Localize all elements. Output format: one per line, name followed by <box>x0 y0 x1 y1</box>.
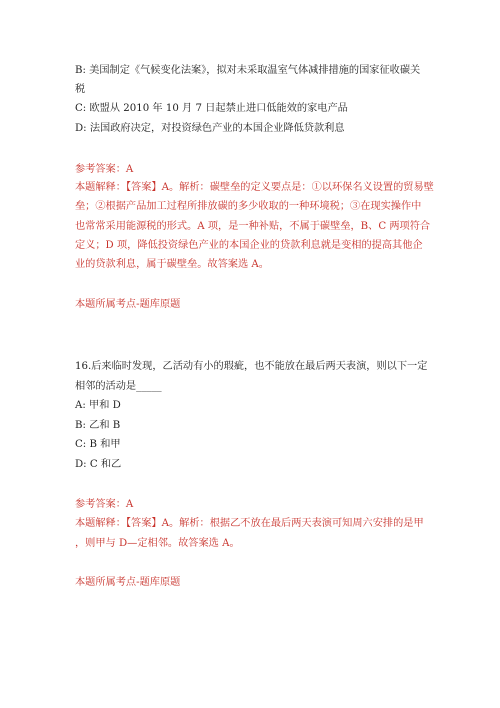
explanation-line: 业的贷款利息，属于碳壁垒。故答案选 A。 <box>75 259 269 270</box>
option-b: B: 乙和 B <box>75 420 121 431</box>
answer-label: 参考答案：A <box>75 499 134 510</box>
explanation-line: 本题解释：【答案】A。解析：根据乙不放在最后两天表演可知周六安排的是甲 <box>75 518 424 529</box>
question-stem-line2: 相邻的活动是_____ <box>75 381 162 392</box>
option-a: A: 甲和 D <box>75 400 121 411</box>
question-stem-line1: 16.后来临时发现，乙活动有小的瑕疵，也不能放在最后两天表演，则以下一定 <box>75 361 428 372</box>
source-note: 本题所属考点-题库原题 <box>75 577 181 588</box>
option-d: D: 法国政府决定，对投资绿色产业的本国企业降低贷款利息 <box>75 123 345 134</box>
option-c: C: 欧盟从 2010 年 10 月 7 日起禁止进口低能效的家电产品 <box>75 103 348 114</box>
option-d: D: C 和乙 <box>75 459 122 470</box>
explanation-line: 垒；②根据产品加工过程所排放碳的多少收取的一种环境税；③在现实操作中 <box>75 201 422 212</box>
option-b-line2: 税 <box>75 84 86 95</box>
explanation-line: 定义；D 项，降低投资绿色产业的本国企业的贷款利息就是变相的提高其他企 <box>75 240 423 251</box>
explanation-line: ，则甲与 D—定相邻。故答案选 A。 <box>75 538 240 549</box>
answer-label: 参考答案：A <box>75 164 134 175</box>
explanation-line: 也常常采用能源税的形式。A 项，是一种补贴，不属于碳壁垒，B、C 两项符合 <box>75 221 431 232</box>
explanation-line: 本题解释：【答案】A。解析：碳壁垒的定义要点是：①以环保名义设置的贸易壁 <box>75 182 434 193</box>
option-b-line1: B: 美国制定《气候变化法案》，拟对未采取温室气体减排措施的国家征收碳关 <box>75 65 421 76</box>
source-note: 本题所属考点-题库原题 <box>75 299 181 310</box>
option-c: C: B 和甲 <box>75 439 121 450</box>
